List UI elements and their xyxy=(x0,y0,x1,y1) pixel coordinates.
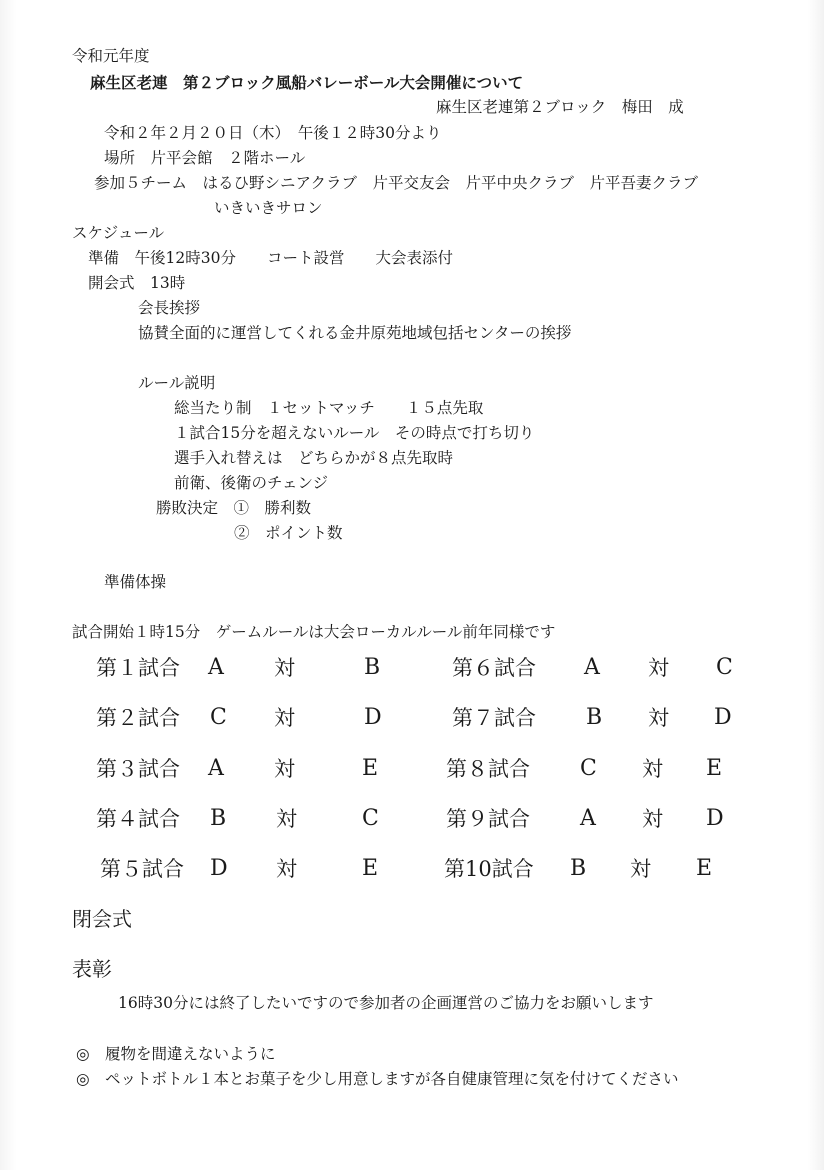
schedule-prep: 準備 午後12時30分 コート設営 大会表添付 xyxy=(88,249,453,267)
team-home: C xyxy=(210,705,227,730)
warmup: 準備体操 xyxy=(104,573,167,591)
closing-ceremony: 閉会式 xyxy=(72,907,132,931)
team-away: C xyxy=(716,655,733,680)
team-home: B xyxy=(570,856,587,881)
event-datetime: 令和２年２月２０日（木） 午後１２時30分より xyxy=(104,124,442,142)
end-note: 16時30分には終了したいですので参加者の企画運営のご協力をお願いします xyxy=(118,994,654,1012)
schedule-opening: 開会式 13時 xyxy=(88,274,186,292)
match-label: 第２試合 xyxy=(96,706,180,730)
greeting-chair: 会長挨拶 xyxy=(138,299,201,317)
versus-label: 対 xyxy=(274,757,295,781)
document-title: 麻生区老連 第２ブロック風船バレーボール大会開催について xyxy=(90,73,524,92)
team-home: D xyxy=(210,856,228,881)
rule-2: １試合15分を超えないルール その時点で打ち切り xyxy=(174,424,535,442)
author-line: 麻生区老連第２ブロック 梅田 成 xyxy=(436,98,684,116)
teams-line-1: 参加５チーム はるひ野シニアクラブ 片平交友会 片平中央クラブ 片平吾妻クラブ xyxy=(94,174,699,192)
match-label: 第10試合 xyxy=(444,857,534,881)
team-away: D xyxy=(714,705,732,730)
versus-label: 対 xyxy=(274,706,295,730)
team-home: B xyxy=(586,705,603,730)
match-label: 第４試合 xyxy=(96,807,180,831)
versus-label: 対 xyxy=(276,857,297,881)
team-away: E xyxy=(696,856,713,881)
versus-label: 対 xyxy=(274,656,295,680)
rule-3: 選手入れ替えは どちらかが８点先取時 xyxy=(174,449,454,467)
team-home: A xyxy=(208,655,224,680)
teams-line-2: いきいきサロン xyxy=(214,199,323,217)
award-ceremony: 表彰 xyxy=(72,957,112,981)
team-away: C xyxy=(362,806,379,831)
rules-heading: ルール説明 xyxy=(138,374,216,392)
team-away: E xyxy=(362,756,379,781)
rule-4: 前衛、後衛のチェンジ xyxy=(174,474,329,492)
versus-label: 対 xyxy=(642,807,663,831)
team-home: C xyxy=(580,756,597,781)
decision-2: ② ポイント数 xyxy=(234,524,343,542)
event-place: 場所 片平会館 ２階ホール xyxy=(104,149,306,167)
decision-1: 勝敗決定 ① 勝利数 xyxy=(156,499,312,517)
match-label: 第８試合 xyxy=(446,757,530,781)
match-label: 第６試合 xyxy=(452,656,536,680)
match-label: 第９試合 xyxy=(446,807,530,831)
team-away: D xyxy=(706,806,724,831)
greeting-sponsor: 協賛全面的に運営してくれる金井原苑地域包括センターの挨拶 xyxy=(138,324,572,342)
team-away: D xyxy=(364,705,382,730)
versus-label: 対 xyxy=(276,807,297,831)
versus-label: 対 xyxy=(630,857,651,881)
versus-label: 対 xyxy=(642,757,663,781)
match-label: 第７試合 xyxy=(452,706,536,730)
versus-label: 対 xyxy=(648,706,669,730)
note-footwear: ◎ 履物を間違えないように xyxy=(76,1045,276,1063)
match-label: 第５試合 xyxy=(100,857,184,881)
team-home: A xyxy=(584,655,600,680)
note-refreshments: ◎ ペットボトル１本とお菓子を少し用意しますが各自健康管理に気を付けてください xyxy=(76,1070,679,1088)
team-home: A xyxy=(580,806,596,831)
match-label: 第３試合 xyxy=(96,757,180,781)
games-intro: 試合開始１時15分 ゲームルールは大会ローカルルール前年同様です xyxy=(72,623,556,641)
team-home: B xyxy=(210,806,227,831)
team-home: A xyxy=(208,756,224,781)
rule-1: 総当たり制 １セットマッチ １５点先取 xyxy=(174,399,484,417)
match-label: 第１試合 xyxy=(96,656,180,680)
versus-label: 対 xyxy=(648,656,669,680)
team-away: B xyxy=(364,655,381,680)
team-away: E xyxy=(362,856,379,881)
era-year: 令和元年度 xyxy=(72,47,150,65)
team-away: E xyxy=(706,756,723,781)
schedule-heading: スケジュール xyxy=(72,224,165,242)
